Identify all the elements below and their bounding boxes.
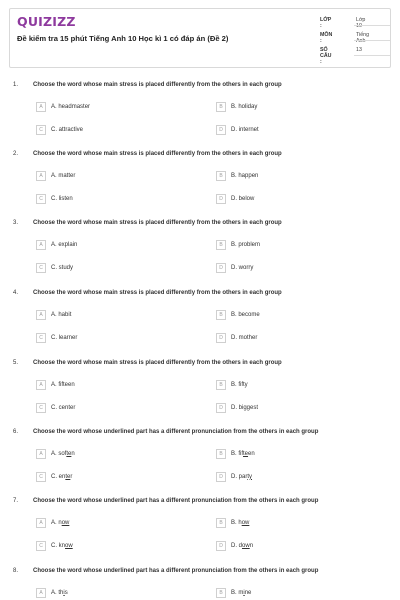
option-text: D. biggest: [231, 404, 259, 411]
option-b[interactable]: [216, 240, 376, 251]
option-a[interactable]: [36, 310, 196, 321]
option-d[interactable]: [216, 541, 376, 552]
option-letter-box: B: [216, 449, 226, 459]
option-text: D. internet: [231, 126, 259, 133]
option-text: D. down: [231, 542, 254, 549]
option-letter-box: D: [216, 263, 226, 273]
option-text: C. know: [51, 542, 73, 549]
option-letter-box: C: [36, 194, 46, 204]
question-number: 5.: [13, 360, 19, 366]
option-letter-box: B: [216, 102, 226, 112]
option-a[interactable]: [36, 449, 196, 460]
option-letter-box: D: [216, 541, 226, 551]
option-text: A. explain: [51, 241, 78, 248]
question-7: [0, 498, 400, 568]
option-text: A. habit: [51, 311, 72, 318]
option-a[interactable]: [36, 380, 196, 391]
option-letter-box: D: [216, 125, 226, 135]
option-c[interactable]: [36, 333, 196, 344]
option-letter-box: D: [216, 472, 226, 482]
option-text: B. problem: [231, 241, 261, 248]
question-number: 3.: [13, 220, 19, 226]
option-text: B. mine: [231, 589, 252, 596]
meta-label: LỚP :: [320, 17, 332, 29]
option-text: D. below: [231, 195, 255, 202]
option-letter-box: D: [216, 333, 226, 343]
option-letter-box: C: [36, 541, 46, 551]
question-4: [0, 290, 400, 360]
option-letter-box: D: [216, 403, 226, 413]
option-letter-box: C: [36, 125, 46, 135]
option-text: A. this: [51, 589, 68, 596]
option-letter-box: A: [36, 102, 46, 112]
question-number: 2.: [13, 151, 19, 157]
option-c[interactable]: [36, 541, 196, 552]
question-text: Choose the word whose main stress is placed differently from the others in each group: [33, 220, 282, 226]
question-number: 7.: [13, 498, 19, 504]
option-d[interactable]: [216, 194, 376, 205]
option-text: A. matter: [51, 172, 76, 179]
option-text: C. learner: [51, 334, 78, 341]
question-1: [0, 82, 400, 152]
option-letter-box: A: [36, 240, 46, 250]
question-text: Choose the word whose main stress is placed differently from the others in each group: [33, 360, 282, 366]
option-a[interactable]: [36, 240, 196, 251]
question-text: Choose the word whose underlined part has a different pronunciation from the others in each group: [33, 498, 319, 504]
option-text: A. headmaster: [51, 103, 91, 110]
option-text: C. enter: [51, 473, 73, 480]
option-text: C. attractive: [51, 126, 84, 133]
option-letter-box: B: [216, 240, 226, 250]
option-letter-box: B: [216, 518, 226, 528]
option-text: B. happen: [231, 172, 259, 179]
meta-value: Tiếng Anh: [356, 32, 370, 44]
question-text: Choose the word whose main stress is placed differently from the others in each group: [33, 82, 282, 88]
option-b[interactable]: [216, 102, 376, 113]
option-text: B. holiday: [231, 103, 258, 110]
option-letter-box: B: [216, 310, 226, 320]
option-text: A. fifteen: [51, 381, 75, 388]
option-text: B. fifteen: [231, 450, 255, 457]
option-text: A. now: [51, 519, 70, 526]
meta-label: MÔN :: [320, 32, 333, 44]
quiz-header: [9, 8, 391, 68]
option-c[interactable]: [36, 403, 196, 414]
option-c[interactable]: [36, 263, 196, 274]
question-number: 4.: [13, 290, 19, 296]
question-number: 6.: [13, 429, 19, 435]
question-5: [0, 360, 400, 430]
option-text: D. worry: [231, 264, 254, 271]
option-d[interactable]: [216, 403, 376, 414]
meta-divider: [354, 25, 390, 26]
question-text: Choose the word whose underlined part has a different pronunciation from the others in each group: [33, 568, 319, 574]
option-text: B. how: [231, 519, 250, 526]
option-b[interactable]: [216, 518, 376, 529]
option-letter-box: A: [36, 449, 46, 459]
option-letter-box: A: [36, 518, 46, 528]
quiz-title: Đề kiểm tra 15 phút Tiếng Anh 10 Học kì 1 có đáp án (Đề 2): [17, 34, 229, 43]
option-letter-box: B: [216, 380, 226, 390]
option-letter-box: A: [36, 310, 46, 320]
option-b[interactable]: [216, 449, 376, 460]
option-d[interactable]: [216, 263, 376, 274]
option-b[interactable]: [216, 380, 376, 391]
question-2: [0, 151, 400, 221]
meta-value: Lớp 10: [356, 17, 366, 29]
meta-divider: [354, 55, 390, 56]
quizizz-logo: QUIZIZZ: [17, 14, 76, 29]
option-letter-box: C: [36, 333, 46, 343]
option-text: B. fifty: [231, 381, 248, 388]
option-d[interactable]: [216, 333, 376, 344]
question-text: Choose the word whose underlined part has a different pronunciation from the others in each group: [33, 429, 319, 435]
meta-divider: [354, 40, 390, 41]
option-a[interactable]: [36, 588, 196, 599]
option-c[interactable]: [36, 125, 196, 136]
question-text: Choose the word whose main stress is placed differently from the others in each group: [33, 290, 282, 296]
option-text: C. study: [51, 264, 74, 271]
option-b[interactable]: [216, 588, 376, 599]
meta-value: 13: [356, 47, 362, 53]
option-d[interactable]: [216, 125, 376, 136]
option-letter-box: C: [36, 403, 46, 413]
option-letter-box: A: [36, 588, 46, 598]
option-letter-box: B: [216, 171, 226, 181]
question-number: 1.: [13, 82, 19, 88]
option-letter-box: B: [216, 588, 226, 598]
option-letter-box: A: [36, 380, 46, 390]
option-text: D. mother: [231, 334, 258, 341]
option-letter-box: A: [36, 171, 46, 181]
question-text: Choose the word whose main stress is placed differently from the others in each group: [33, 151, 282, 157]
question-6: [0, 429, 400, 499]
option-a[interactable]: [36, 102, 196, 113]
option-letter-box: D: [216, 194, 226, 204]
meta-label: SỐ CÂU :: [320, 47, 332, 65]
option-a[interactable]: [36, 171, 196, 182]
option-a[interactable]: [36, 518, 196, 529]
question-8: [0, 568, 400, 600]
option-b[interactable]: [216, 310, 376, 321]
question-number: 8.: [13, 568, 19, 574]
option-text: C. center: [51, 404, 76, 411]
question-3: [0, 220, 400, 290]
option-letter-box: C: [36, 263, 46, 273]
option-text: A. soften: [51, 450, 75, 457]
option-text: B. become: [231, 311, 260, 318]
option-text: D. party: [231, 473, 253, 480]
option-text: C. listen: [51, 195, 73, 202]
option-b[interactable]: [216, 171, 376, 182]
option-letter-box: C: [36, 472, 46, 482]
option-c[interactable]: [36, 472, 196, 483]
option-d[interactable]: [216, 472, 376, 483]
option-c[interactable]: [36, 194, 196, 205]
